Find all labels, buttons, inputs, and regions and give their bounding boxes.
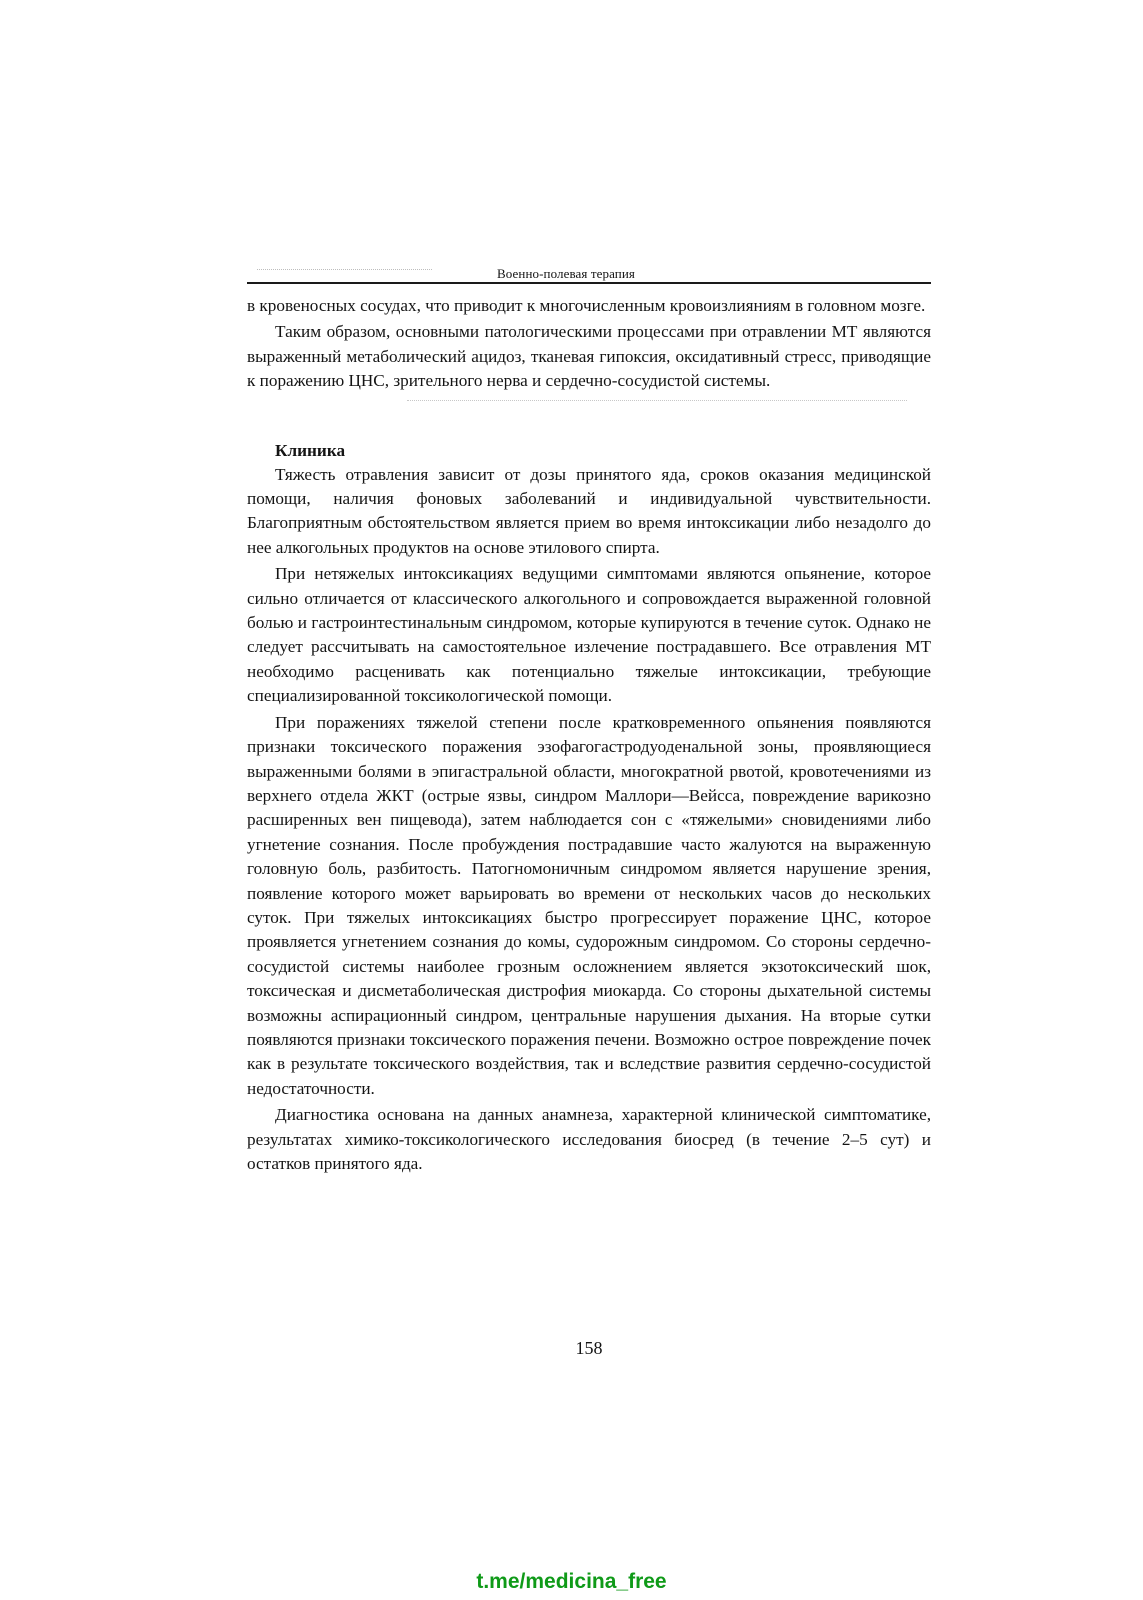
running-head-title: Военно-полевая терапия	[497, 266, 635, 281]
paragraph: При поражениях тяжелой степени после кратковременного опьянения появляются признаки токсического поражения эзофагогастродуоденальной зоны, проявляющиеся выраженными болями в эпигастральной области, многократной рвотой, кровотечениями из верхнего отдела ЖКТ (острые язвы, синдром Маллори—Вейсса, повреждение варикозно расширенных вен пищевода), затем наблюдается сон с «тяжелыми» сновидениями либо угнетение сознания. После пробуждения пострадавшие часто жалуются на выраженную головную боль, разбитость. Патогномоничным синдромом является нарушение зрения, появление которого может варьировать во времени от нескольких часов до нескольких суток. При тяжелых интоксикациях быстро прогрессирует поражение ЦНС, которое проявляется угнетением сознания до комы, судорожным синдромом. Со стороны сердечно-сосудистой системы наиболее грозным осложнением является экзотоксический шок, токсическая и дисметаболическая дистрофия миокарда. Со стороны дыхательной системы возможны аспирационный синдром, центральные нарушения дыхания. На вторые сутки появляются признаки токсического поражения печени. Возможно острое повреждение почек как в результате токсического воздействия, так и вследствие развития сердечно-сосудистой недостаточности.	[247, 712, 931, 1098]
paragraph: Тяжесть отравления зависит от дозы принятого яда, сроков оказания медицинской помощи, наличия фоновых заболеваний и индивидуальной чувствительности. Благоприятным обстоятельством является прием во время интоксикации либо незадолго до нее алкогольных продуктов на основе этилового спирта.	[247, 464, 931, 557]
body-text	[247, 294, 931, 1176]
section-heading: Клиника	[275, 440, 346, 460]
footer-link[interactable]: t.me/medicina_free	[476, 1570, 667, 1593]
page-number: 158	[575, 1338, 603, 1358]
paragraph: При нетяжелых интоксикациях ведущими симптомами являются опьянение, которое сильно отличается от классического алкогольного и сопровождается выраженной головной болью и гастроинтестинальным синдромом, которые купируются в течение суток. Однако не следует рассчитывать на самостоятельное излечение пострадавшего. Все отравления МТ необходимо расценивать как потенциально тяжелые интоксикации, требующие специализированной токсикологической помощи.	[247, 564, 931, 706]
book-page	[247, 252, 931, 1358]
paragraph: Диагностика основана на данных анамнеза, характерной клинической симптоматике, результатах химико-токсикологического исследования биосред (в течение 2–5 сут) и остатков принятого яда.	[247, 1105, 931, 1173]
paragraph: в кровеносных сосудах, что приводит к многочисленным кровоизлияниям в головном мозге.	[247, 296, 926, 315]
running-head	[247, 252, 931, 284]
paragraph: Таким образом, основными патологическими процессами при отравлении МТ являются выраженный метаболический ацидоз, тканевая гипоксия, оксидативный стресс, приводящие к поражению ЦНС, зрительного нерва и сердечно-сосудистой системы.	[247, 322, 931, 391]
scan-artifact	[407, 400, 907, 411]
scan-artifact	[257, 269, 432, 274]
